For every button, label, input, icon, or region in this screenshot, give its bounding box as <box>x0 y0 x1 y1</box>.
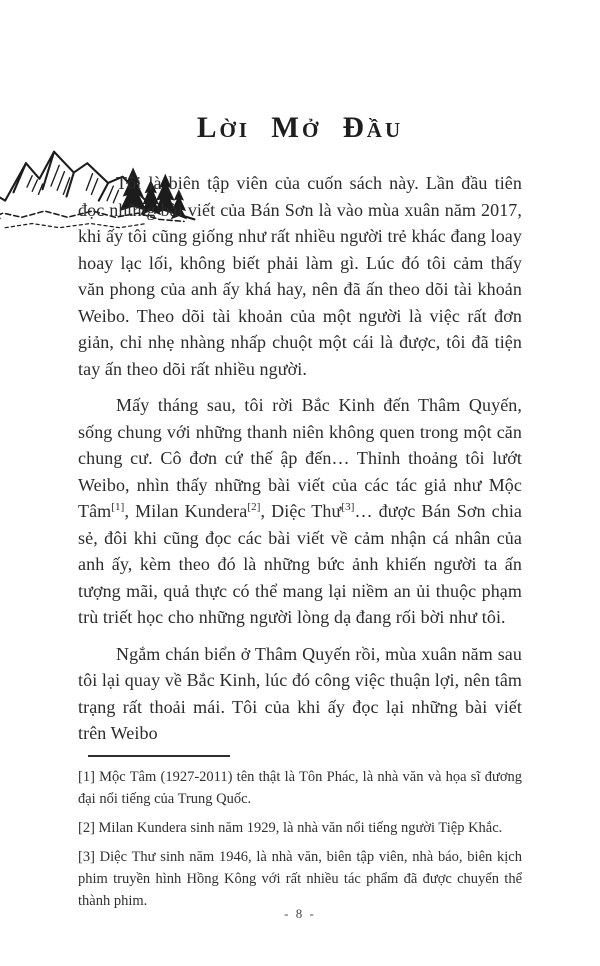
paragraph-segment: , Milan Kundera <box>124 501 248 521</box>
footnote-marker: [3] <box>341 501 355 513</box>
book-page <box>0 112 600 966</box>
paragraph <box>78 392 522 631</box>
paragraph-segment: Mấy tháng sau, tôi rời Bắc Kinh đến Thâm Quyến, sống chung với những thanh niên không quen trong một căn chung cư. Cô đơn cứ thế ập đến… Thỉnh thoảng tôi lướt Weibo, nhìn thấy những bài viết của các tác giả như Mộc Tâm <box>78 395 522 521</box>
chapter-title-word: MỞ <box>271 112 322 144</box>
footnote-marker: [1] <box>111 501 125 513</box>
footnote-divider <box>88 755 230 757</box>
chapter-title <box>78 112 522 145</box>
footnotes-section <box>78 755 522 912</box>
paragraph: Tôi là biên tập viên của cuốn sách này. Lần đầu tiên đọc những bài viết của Bán Sơn là vào mùa xuân năm 2017, khi ấy tôi cũng giống như rất nhiều người trẻ khác đang loay hoay lạc lối, không biết phải làm gì. Lúc đó tôi cảm thấy văn phong của anh ấy khá hay, nên đã ấn theo dõi tài khoản Weibo. Theo dõi tài khoản của một người là việc rất đơn giản, chỉ nhẹ nhàng nhấp chuột một cái là được, tôi đã tiện tay ấn theo dõi rất nhiều người. <box>78 173 522 379</box>
page-number: - 8 - <box>284 906 316 921</box>
footnote: [1] Mộc Tâm (1927-2011) tên thật là Tôn Phác, là nhà văn và họa sĩ đương đại nổi tiếng của Trung Quốc. <box>78 768 522 807</box>
footnote-marker: [2] <box>247 501 261 513</box>
page-content <box>0 112 600 912</box>
paragraph-segment: , Diệc Thư <box>260 501 342 521</box>
footnote: [3] Diệc Thư sinh năm 1946, là nhà văn, biên tập viên, nhà báo, biên kịch phim truyền hình Hồng Kông với rất nhiều tác phẩm đã được chuyển thể thành phim. <box>78 848 522 909</box>
chapter-title-word: ĐẦU <box>342 112 404 144</box>
chapter-title-word: LỜI <box>196 112 250 144</box>
footnote: [2] Milan Kundera sinh năm 1929, là nhà văn nổi tiếng người Tiệp Khắc. <box>78 819 503 836</box>
paragraph-segment: … được Bán Sơn chia sẻ, đôi khi cũng đọc các bài viết về cảm nhận cá nhân của anh ấy, kèm theo đó là những bức ảnh khiến người ta ấn tượng mãi, quả thực có thể mang lại niềm an ủi thuộc phạm trù triết học cho những người lòng dạ đang rối bời như tôi. <box>78 501 523 627</box>
paragraph: Ngắm chán biển ở Thâm Quyến rồi, mùa xuân năm sau tôi lại quay về Bắc Kinh, lúc đó công việc thuận lợi, nên tâm trạng rất thoải mái. Tôi của khi ấy đọc lại những bài viết trên Weibo <box>78 643 523 743</box>
body-text <box>78 170 522 747</box>
